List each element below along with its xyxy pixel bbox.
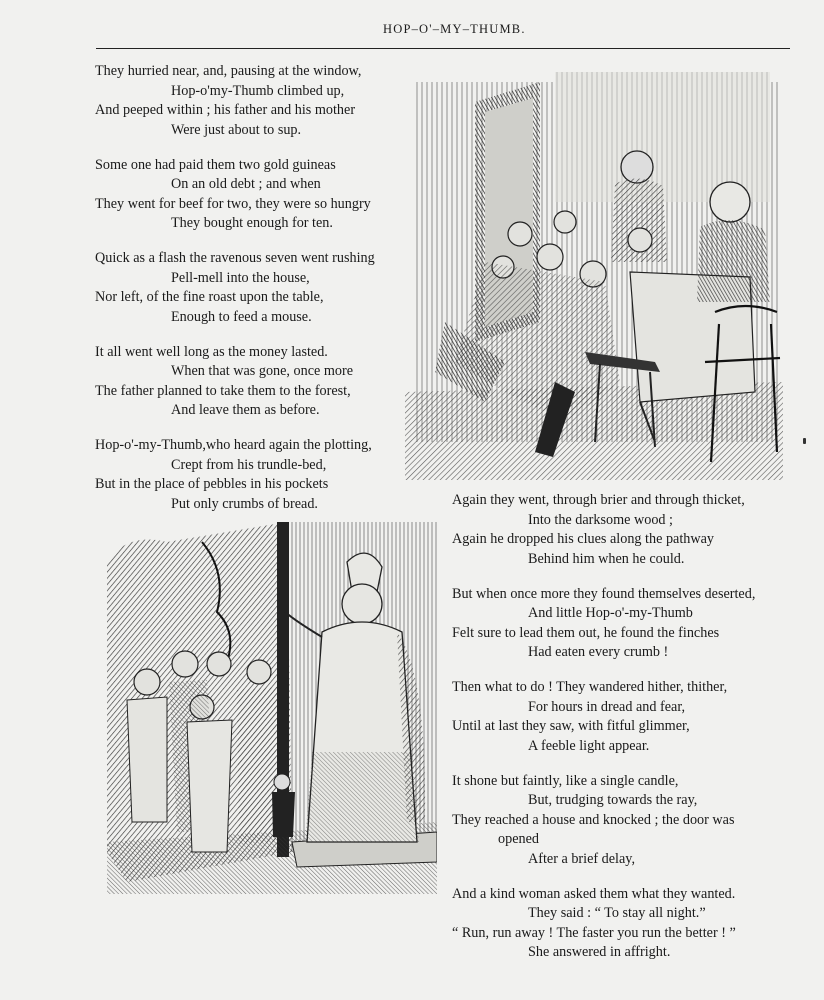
verse-line: They reached a house and knocked ; the door was: [452, 811, 735, 828]
verse-line: opened: [498, 831, 539, 847]
woman-at-door-illustration: [107, 522, 437, 894]
verse-line: Into the darksome wood ;: [528, 511, 673, 528]
verse-line: Nor left, of the fine roast upon the table,: [95, 289, 324, 305]
verse-line: It all went well long as the money lasted.: [95, 343, 328, 360]
verse-line: Had eaten every crumb !: [528, 644, 669, 660]
verse-line: Felt sure to lead them out, he found the finches: [452, 624, 720, 641]
family-supper-illustration: [405, 62, 783, 480]
stanza-4: [95, 343, 375, 421]
family-supper-engraving: [405, 62, 783, 480]
verse-line: After a brief delay,: [528, 850, 636, 867]
stanza-3: [95, 249, 375, 327]
verse-line: Some one had paid them two gold guineas: [95, 156, 336, 173]
verse-line: Pell-mell into the house,: [171, 269, 310, 286]
verse-line: Again they went, through brier and through thicket,: [452, 492, 745, 508]
verse-line: But, trudging towards the ray,: [528, 792, 698, 808]
stanza-7: [452, 585, 755, 663]
stanza-8: [452, 678, 755, 756]
page-title: HOP–O'–MY–THUMB.: [383, 22, 526, 36]
header-rule: [96, 48, 790, 49]
verse-line: The father planned to take them to the forest,: [95, 382, 351, 399]
verse-line: Crept from his trundle-bed,: [171, 456, 327, 473]
verse-line: Put only crumbs of bread.: [171, 495, 318, 512]
page-mark: [803, 438, 806, 444]
verse-line: And leave them as before.: [171, 402, 320, 418]
verse-line: Until at last they saw, with fitful glimmer,: [452, 718, 690, 734]
verse-line: They went for beef for two, they were so hungry: [95, 195, 371, 212]
stanza-10: [452, 885, 755, 963]
verse-line: And little Hop-o'-my-Thumb: [528, 605, 693, 621]
stanza-6: [452, 491, 755, 569]
verse-line: Quick as a flash the ravenous seven went rushing: [95, 250, 375, 266]
right-verse-column: [452, 491, 755, 978]
left-verse-column: [95, 62, 375, 530]
stanza-9: [452, 772, 755, 870]
verse-line: And peeped within ; his father and his mother: [95, 102, 356, 118]
stanza-2: [95, 156, 375, 234]
verse-line: They bought enough for ten.: [171, 215, 333, 231]
verse-line: Behind him when he could.: [528, 550, 685, 567]
verse-line: She answered in affright.: [528, 944, 671, 960]
verse-line: Then what to do ! They wandered hither, thither,: [452, 679, 728, 695]
verse-line: Enough to feed a mouse.: [171, 308, 312, 325]
verse-line: A feeble light appear.: [528, 737, 650, 754]
verse-line: On an old debt ; and when: [171, 176, 321, 192]
verse-line: And a kind woman asked them what they wanted.: [452, 885, 736, 902]
verse-line: But in the place of pebbles in his pockets: [95, 476, 329, 492]
verse-line: Again he dropped his clues along the pathway: [452, 531, 715, 547]
stanza-1: [95, 62, 375, 140]
verse-line: They said : “ To stay all night.”: [528, 905, 706, 921]
verse-line: For hours in dread and fear,: [528, 698, 686, 715]
verse-line: Were just about to sup.: [171, 121, 302, 138]
verse-line: They hurried near, and, pausing at the window,: [95, 63, 362, 79]
verse-line: But when once more they found themselves deserted,: [452, 585, 756, 602]
verse-line: Hop-o'my-Thumb climbed up,: [171, 82, 345, 99]
verse-line: It shone but faintly, like a single candle,: [452, 772, 679, 789]
verse-line: “ Run, run away ! The faster you run the better ! ”: [452, 924, 736, 941]
stanza-5: [95, 436, 375, 514]
verse-line: Hop-o'-my-Thumb,who heard again the plotting,: [95, 437, 372, 453]
verse-line: When that was gone, once more: [171, 363, 354, 379]
woman-at-door-engraving: [107, 522, 437, 894]
